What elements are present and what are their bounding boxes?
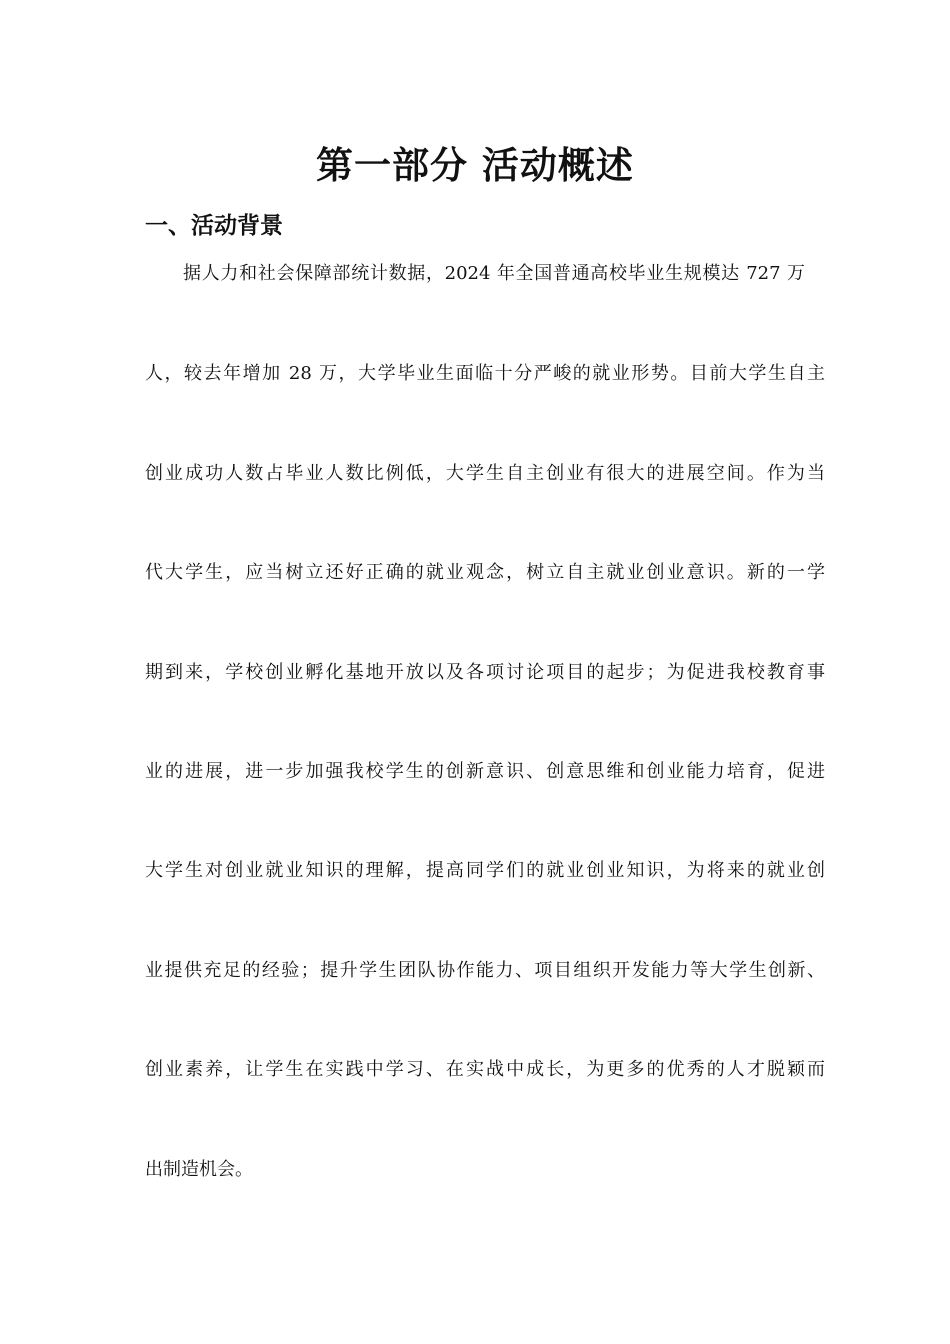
paragraph-line: 业提供充足的经验；提升学生团队协作能力、项目组织开发能力等大学生创新、 [145, 960, 825, 981]
paragraph-line: 代大学生，应当树立还好正确的就业观念，树立自主就业创业意识。新的一学 [145, 562, 825, 583]
paragraph-line: 创业成功人数占毕业人数比例低，大学生自主创业有很大的进展空间。作为当 [145, 463, 825, 484]
paragraph-line: 据人力和社会保障部统计数据，2024 年全国普通高校毕业生规模达 727 万 [183, 263, 805, 284]
paragraph-line: 大学生对创业就业知识的理解，提高同学们的就业创业知识，为将来的就业创 [145, 860, 825, 881]
paragraph-line: 创业素养，让学生在实践中学习、在实战中成长，为更多的优秀的人才脱颖而 [145, 1059, 825, 1080]
section-heading: 一、活动背景 [145, 212, 283, 239]
page-title: 第一部分 活动概述 [316, 143, 634, 187]
paragraph-line: 业的进展，进一步加强我校学生的创新意识、创意思维和创业能力培育，促进 [145, 761, 825, 782]
paragraph-line: 人，较去年增加 28 万，大学毕业生面临十分严峻的就业形势。目前大学生自主 [145, 363, 825, 384]
paragraph-line: 出制造机会。 [145, 1159, 253, 1180]
paragraph-line: 期到来，学校创业孵化基地开放以及各项讨论项目的起步；为促进我校教育事 [145, 662, 825, 683]
